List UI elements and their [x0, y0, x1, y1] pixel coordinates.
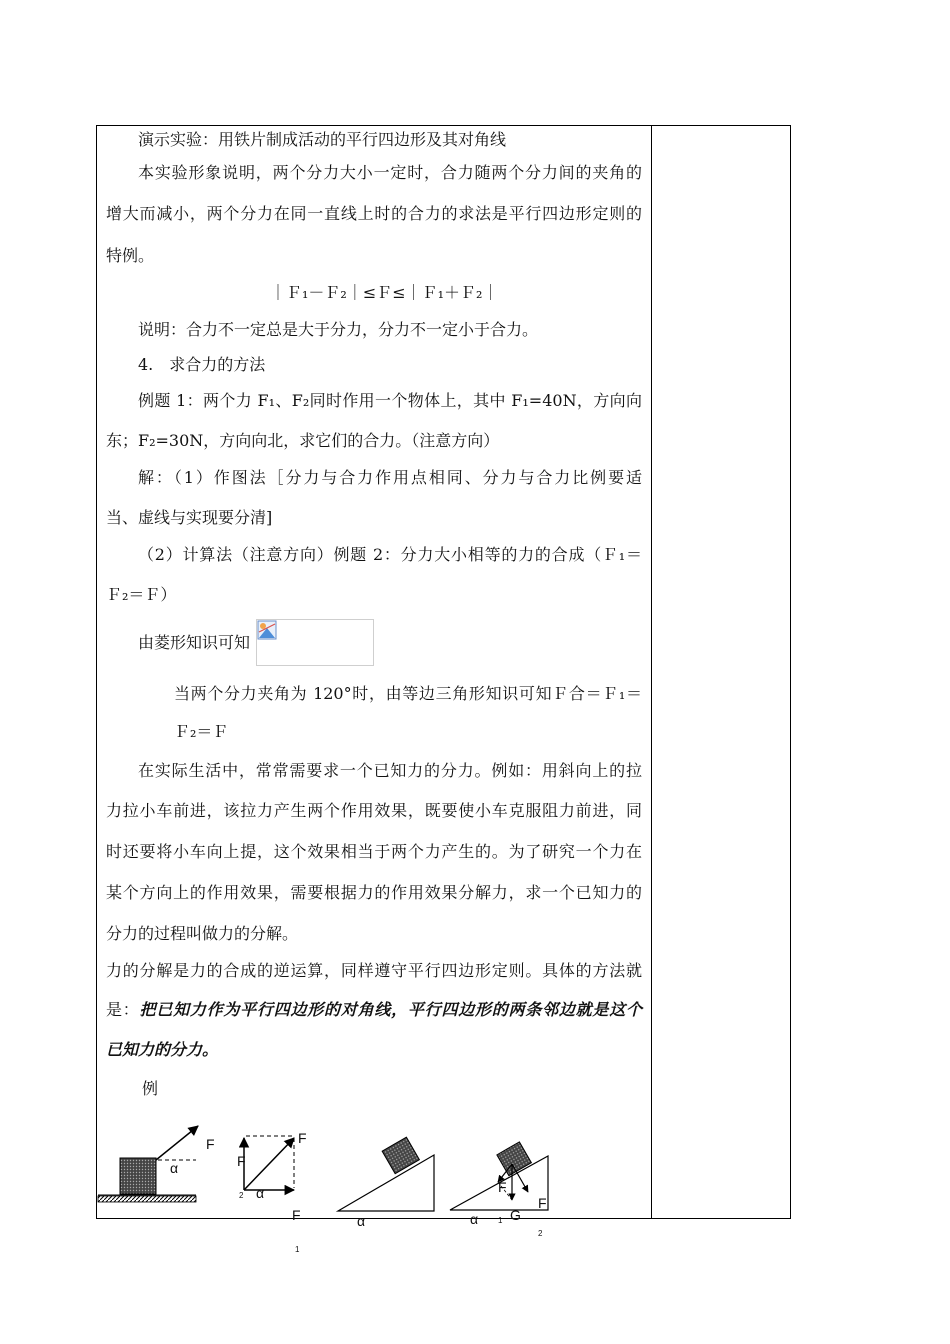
inequality-formula: ｜Ｆ₁－Ｆ₂｜≤Ｆ≤｜Ｆ₁＋Ｆ₂｜: [270, 283, 499, 302]
paragraph-line: 特例。: [106, 246, 155, 265]
calc-method-line: Ｆ₂＝Ｆ）: [106, 585, 177, 604]
gravity-label: G: [510, 1207, 521, 1223]
figure-incline-gravity: [448, 1140, 552, 1216]
decomposition-line: [106, 1000, 642, 1020]
example1-line: 例题 1：两个力 F₁、F₂同时作用一个物体上，其中 F₁=40N，方向向: [138, 391, 642, 410]
angle-label: α: [357, 1213, 366, 1229]
subscript-label: 2: [239, 1191, 244, 1200]
example1-line: 东；F₂=30N，方向向北，求它们的合力。（注意方向）: [106, 431, 500, 450]
decomposition-emphasis: 把已知力作为平行四边形的对角线，平行四边形的两条邻边就是这个: [139, 1000, 642, 1019]
angle-line: Ｆ₂＝Ｆ: [174, 722, 229, 741]
angle-label: α: [256, 1185, 265, 1201]
subscript-label: 2: [538, 1229, 543, 1238]
missing-image-placeholder: [256, 619, 374, 666]
angle-line: 当两个分力夹角为 120°时，由等边三角形知识可知Ｆ合＝Ｆ₁＝: [174, 684, 642, 703]
figure-force-parallelogram: [236, 1128, 306, 1201]
angle-label: α: [470, 1211, 479, 1227]
life-paragraph-line: 力拉小车前进，该拉力产生两个作用效果，既要使小车克服阻力前进，同: [106, 801, 642, 820]
solution-line: 当、虚线与实现要分清]: [106, 508, 273, 527]
demo-paragraph: 演示实验：用铁片制成活动的平行四边形及其对角线: [138, 130, 507, 149]
section-heading: 4. 求合力的方法: [138, 355, 266, 374]
broken-image-icon: [257, 620, 277, 640]
force-label: F: [237, 1153, 246, 1169]
subscript-label: 1: [498, 1216, 503, 1225]
figure-incline-block: [334, 1135, 444, 1215]
force-label: F: [206, 1136, 215, 1152]
force-label: F: [498, 1179, 507, 1195]
example-label: 例: [142, 1079, 159, 1098]
solution-line: 解：（1）作图法［分力与合力作用点相同、分力与合力比例要适: [138, 468, 642, 487]
force-label: F: [298, 1130, 307, 1146]
paragraph-line: 本实验形象说明，两个分力大小一定时，合力随两个分力间的夹角的: [138, 163, 642, 182]
life-paragraph-line: 在实际生活中，常常需要求一个已知力的分力。例如：用斜向上的拉: [138, 761, 642, 780]
paragraph-line: 增大而减小，两个分力在同一直线上时的合力的求法是平行四边形定则的: [106, 204, 642, 223]
figure-block-pull: [96, 1120, 226, 1210]
life-paragraph-line: 分力的过程叫做力的分解。: [106, 924, 299, 943]
subscript-label: 1: [295, 1245, 300, 1254]
decomposition-lead: 是：: [106, 1000, 140, 1019]
table-column-divider: [651, 125, 652, 1219]
decomposition-line: 力的分解是力的合成的逆运算，同样遵守平行四边形定则。具体的方法就: [106, 961, 642, 980]
decomposition-emphasis-end: 已知力的分力。: [106, 1040, 219, 1059]
life-paragraph-line: 某个方向上的作用效果，需要根据力的作用效果分解力，求一个已知力的: [106, 883, 642, 902]
note-line: 说明：合力不一定总是大于分力，分力不一定小于合力。: [138, 320, 539, 339]
force-label: F: [538, 1195, 547, 1211]
calc-method-line: （2）计算法（注意方向）例题 2：分力大小相等的力的合成（Ｆ₁＝: [138, 545, 642, 564]
angle-label: α: [170, 1160, 179, 1176]
force-label: F: [292, 1207, 301, 1223]
rhombus-text: 由菱形知识可知: [138, 633, 251, 652]
life-paragraph-line: 时还要将小车向上提，这个效果相当于两个力产生的。为了研究一个力在: [106, 842, 642, 861]
